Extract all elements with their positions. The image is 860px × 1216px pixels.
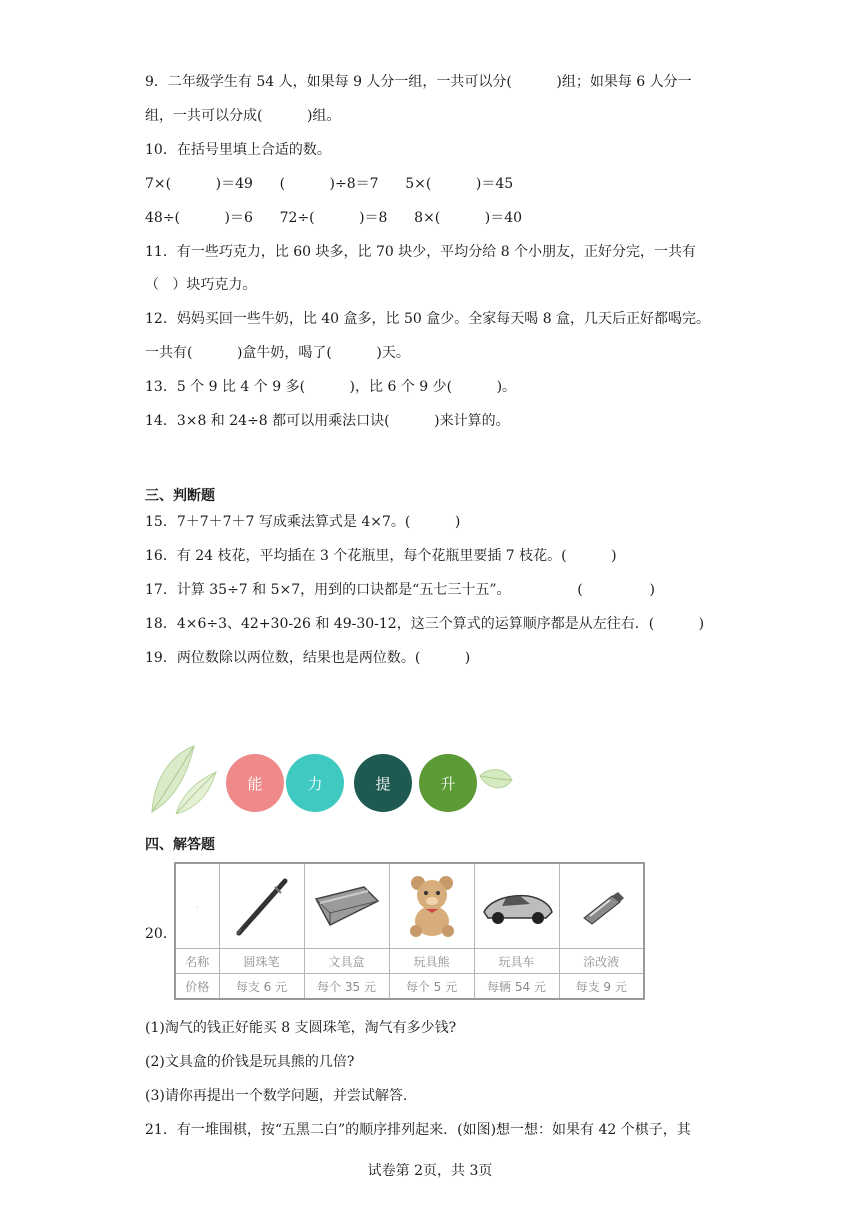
row-label-price: 价格 [175,974,219,1000]
item-name: 圆珠笔 [219,949,304,974]
ability-banner [148,742,518,814]
q20-sub3: (3)请你再提出一个数学问题，并尝试解答. [145,1088,408,1104]
q12-line2: 一共有( )盒牛奶，喝了( )天。 [145,345,410,361]
row-label-name: 名称 [175,949,219,974]
q14: 14．3×8 和 24÷8 都可以用乘法口诀( )来计算的。 [145,413,510,429]
q17: 17．计算 35÷7 和 5×7，用到的口诀都是“五七三十五”。 ( ) [145,582,655,598]
q19: 19．两位数除以两位数，结果也是两位数。( ) [145,650,471,666]
correction-fluid-icon [576,886,626,926]
q11-line2: （ ）块巧克力。 [145,277,257,293]
banner-circle-4 [419,754,477,812]
q11-line1: 11．有一些巧克力，比 60 块多，比 70 块少，平均分给 8 个小朋友，正好分完，一共有 [145,244,697,260]
table-row-names [175,949,644,974]
section4-title: 四、解答题 [145,837,215,853]
q10-row2: 48÷( )＝6 72÷( )＝8 8×( )＝40 [145,210,523,226]
item-name: 玩具熊 [389,949,474,974]
table-row-prices [175,974,644,1000]
banner-circle-2 [286,754,344,812]
table-row-images [175,863,644,949]
item-price: 每支 6 元 [219,974,304,1000]
q10-title: 10．在括号里填上合适的数。 [145,142,331,158]
leaf-decoration-right-icon [478,766,514,796]
q15: 15．7＋7＋7＋7 写成乘法算式是 4×7。( ) [145,514,461,530]
table-corner-cell: · [175,863,219,949]
item-name: 涂改液 [559,949,644,974]
item-price: 每支 9 元 [559,974,644,1000]
banner-char-2: 力 [307,774,323,793]
teddy-bear-icon [402,873,462,939]
banner-char-4: 升 [440,774,456,793]
q20-label: 20． [145,926,177,942]
q12-line1: 12．妈妈买回一些牛奶，比 40 盒多，比 50 盒少。全家每天喝 8 盒，几天后正好都喝完。 [145,311,711,327]
q20-sub1: (1)淘气的钱正好能买 8 支圆珠笔，淘气有多少钱? [145,1020,457,1036]
page-footer: 试卷第 2页，共 3页 [367,1163,493,1179]
toy-car-cell [474,863,559,949]
pencil-box-icon [312,881,382,931]
q10-row1: 7×( )＝49 ( )÷8＝7 5×( )＝45 [145,176,514,192]
banner-circle-3 [354,754,412,812]
pencil-box-cell [304,863,389,949]
item-price: 每个 5 元 [389,974,474,1000]
leaf-decoration-left-icon [148,742,220,814]
item-name: 文具盒 [304,949,389,974]
banner-char-3: 提 [375,774,391,793]
item-price: 每个 35 元 [304,974,389,1000]
q13: 13．5 个 9 比 4 个 9 多( )，比 6 个 9 少( )。 [145,379,517,395]
correction-fluid-cell [559,863,644,949]
q18: 18．4×6÷3、42+30-26 和 49-30-12，这三个算式的运算顺序都是从左往右．( ) [145,616,705,632]
banner-char-1: 能 [247,774,263,793]
pen-icon [227,873,297,939]
price-table [174,862,645,1000]
toy-car-icon [480,884,554,928]
teddy-bear-cell [389,863,474,949]
q9-line1: 9．二年级学生有 54 人，如果每 9 人分一组，一共可以分( )组；如果每 6 人分一 [145,74,692,90]
banner-circle-1 [226,754,284,812]
q16: 16．有 24 枝花，平均插在 3 个花瓶里，每个花瓶里要插 7 枝花。( ) [145,548,617,564]
item-price: 每辆 54 元 [474,974,559,1000]
q20-sub2: (2)文具盒的价钱是玩具熊的几倍? [145,1054,355,1070]
q9-line2: 组，一共可以分成( )组。 [145,108,341,124]
item-name: 玩具车 [474,949,559,974]
section3-title: 三、判断题 [145,488,215,504]
pen-cell [219,863,304,949]
q21: 21．有一堆围棋，按“五黑二白”的顺序排列起来．(如图)想一想：如果有 42 个棋子，其 [145,1122,691,1138]
